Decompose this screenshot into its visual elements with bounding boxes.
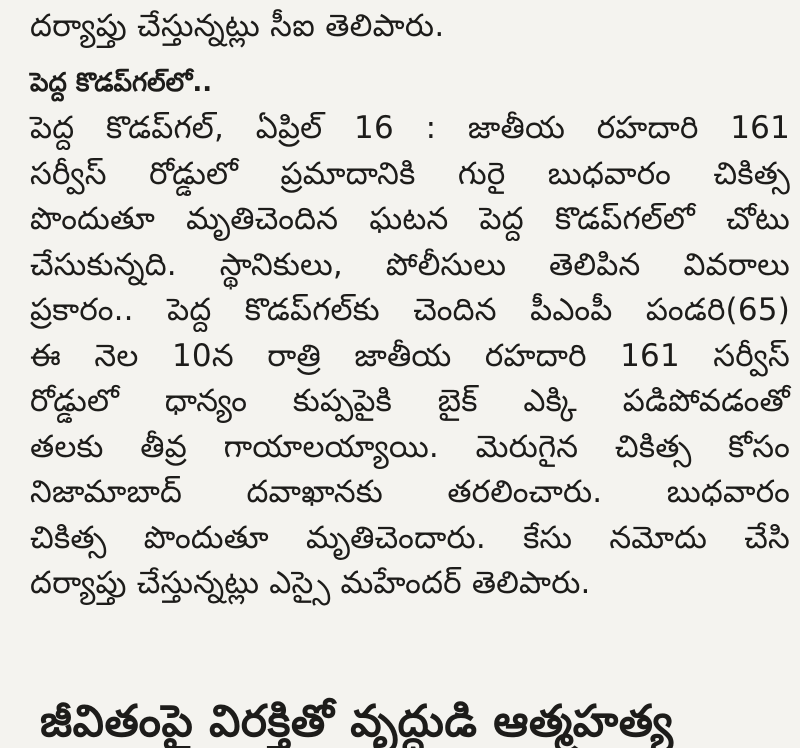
section-subheading: పెద్ద కొడప్‌గల్‌లో.. [30,68,213,98]
article-line: నిజామాబాద్ దవాఖానకు తరలించారు. బుధవారం [30,474,790,510]
article-body [30,106,790,607]
article-line: ఈ నెల 10న రాత్రి జాతీయ రహదారి 161 సర్వీస్ [30,337,790,374]
article-line: సర్వీస్ రోడ్డులో ప్రమాదానికి గురై బుధవారం చికిత్స [30,155,790,192]
article-line: రోడ్డులో ధాన్యం కుప్పపైకి బైక్ ఎక్కి పడిపోవడంతో [30,383,790,419]
article-line: పొందుతూ మృతిచెందిన ఘటన పెద్ద కొడప్‌గల్‌లో చోటు [30,201,790,237]
next-article-headline: జీవితంపై విరక్తితో వృద్ధుడి ఆత్మహత్య [40,696,674,747]
article-line: చికిత్స పొందుతూ మృతిచెందారు. కేసు నమోదు చేసి [30,519,790,556]
article-line: దర్యాప్తు చేస్తున్నట్లు ఎస్సై మహేందర్ తెలిపారు. [30,565,591,601]
previous-article-last-line: దర్యాప్తు చేస్తున్నట్లు సీఐ తెలిపారు. [30,8,445,44]
article-line: తలకు తీవ్ర గాయాలయ్యాయి. మెరుగైన చికిత్స కోసం [30,428,790,465]
article-line: చేసుకున్నది. స్థానికులు, పోలీసులు తెలిపిన వివరాలు [30,246,790,283]
article-line: పెద్ద కొడప్‌గల్, ఏప్రిల్ 16 : జాతీయ రహదారి 161 [30,110,790,146]
article-line: ప్రకారం.. పెద్ద కొడప్‌గల్‌కు చెందిన పీఎంపీ పండరి(65) [30,292,790,328]
